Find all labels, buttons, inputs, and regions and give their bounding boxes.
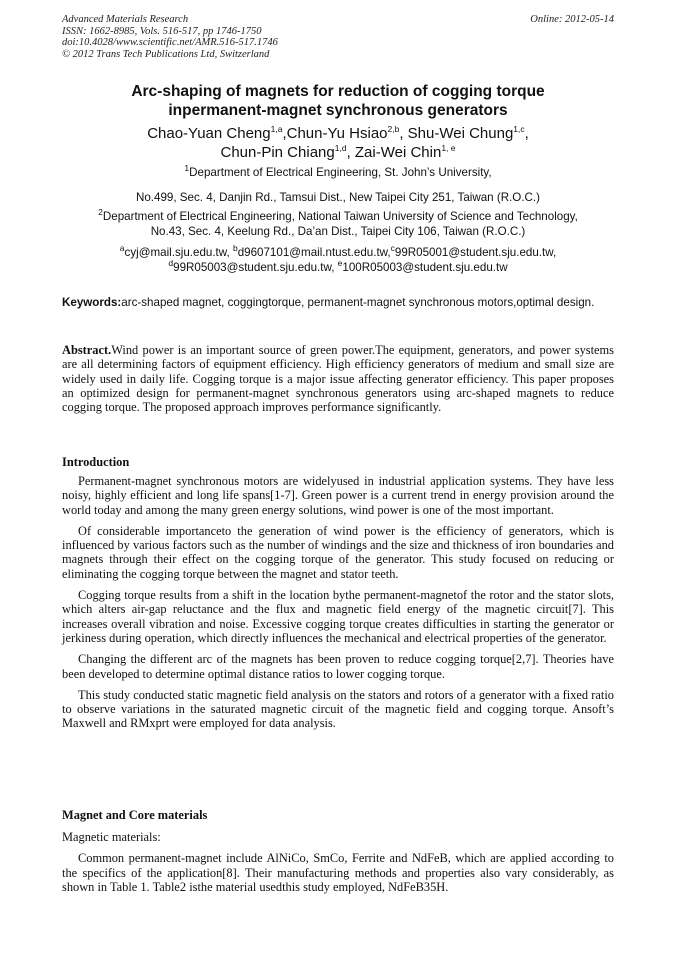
email-address: d9607101@mail.ntust.edu.tw, <box>237 246 391 259</box>
author-emails <box>62 243 614 275</box>
journal-name: Advanced Materials Research <box>62 14 189 25</box>
keywords <box>62 296 614 310</box>
subheading: Magnetic materials: <box>62 830 161 844</box>
email-address: 99R05001@student.sju.edu.tw, <box>394 246 557 259</box>
introduction-body <box>62 474 614 738</box>
email-sup: d <box>168 257 174 268</box>
magnet-core-body <box>62 830 614 901</box>
author-list <box>62 124 614 162</box>
author-line-1 <box>62 124 614 143</box>
author-name: , Zai-Wei Chin <box>346 144 442 161</box>
journal-header <box>62 14 614 60</box>
copyright-line: © 2012 Trans Tech Publications Ltd, Switzerland <box>62 48 270 60</box>
email-line-2 <box>62 257 614 276</box>
affiliation-1-line-1 <box>62 163 614 181</box>
author-sup: 1, e <box>441 143 456 153</box>
title-line-1: Arc-shaping of magnets for reduction of cogging torque <box>131 83 545 100</box>
paragraph: Cogging torque results from a shift in the location bythe permanent-magnetof the rotor and the stator slots, which alters air-gap reluctance and the flux and magnetic field energy of the magnetic circuit[7]. This increases overall vibration and noise. Excessive cogging torque creates difficulties in starting the generator or jerkiness during operation, which directly influences the mechanical and electrical properties of the generator. <box>62 588 614 645</box>
affiliation-1-line-2: No.499, Sec. 4, Danjin Rd., Tamsui Dist., New Taipei City 251, Taiwan (R.O.C.) <box>135 191 540 204</box>
email-address: 100R05003@student.sju.edu.tw <box>342 260 508 274</box>
section-heading-magnet-core: Magnet and Core materials <box>62 808 208 822</box>
paragraph: Common permanent-magnet include AlNiCo, SmCo, Ferrite and NdFeB, which are applied according to the specifics of the application[8]. Their manufacturing methods and properties also vary considerably, as shown in Table 1. Table2 isthe material usedthis study employed, NdFeB35H. <box>62 851 614 894</box>
paper-title <box>62 82 614 120</box>
affiliation-text: Department of Electrical Engineering, St. John’s University, <box>189 166 492 179</box>
author-sup: 1,a <box>270 124 283 134</box>
affiliation-2-line-2: No.43, Sec. 4, Keelung Rd., Da’an Dist., Taipei City 106, Taiwan (R.O.C.) <box>150 224 526 238</box>
affiliation-sup: 2 <box>98 207 103 218</box>
doi-line: doi:10.4028/www.scientific.net/AMR.516-517.1746 <box>62 37 278 48</box>
issn-line: ISSN: 1662-8985, Vols. 516-517, pp 1746-1750 <box>62 25 262 37</box>
author-name: , Shu-Wei Chung <box>399 125 514 142</box>
email-address: cyj@mail.sju.edu.tw, <box>124 246 233 259</box>
author-separator: , <box>524 125 529 142</box>
email-sup: b <box>232 243 238 254</box>
author-sup: 1,c <box>513 124 525 134</box>
keywords-label: Keywords: <box>62 296 122 309</box>
author-sup: 1,d <box>334 143 347 153</box>
keywords-text: arc-shaped magnet, coggingtorque, permanent-magnet synchronous motors,optimal design. <box>121 296 595 309</box>
author-sup: 2,b <box>387 124 400 134</box>
affiliation-2 <box>62 207 614 239</box>
abstract-label: Abstract. <box>62 343 112 357</box>
email-sup: e <box>337 257 343 268</box>
affiliation-2-line-1 <box>62 207 614 225</box>
abstract-text: Wind power is an important source of green power.The equipment, generators, and power systems are all determining factors of equipment efficiency. High efficiency generators of medium and small size are widely used in daily life. Cogging torque is a major issue affecting generator efficiency. This paper proposes an optimized design for permanent-magnet synchronous generators using arc-shaped magnets to reduce cogging torque. The proposed approach improves performance significantly. <box>62 343 614 415</box>
email-address: 99R05003@student.sju.edu.tw, <box>173 260 338 274</box>
author-name: Chao-Yuan Cheng <box>147 125 271 142</box>
email-sup: c <box>390 243 395 254</box>
author-name: Chun-Pin Chiang <box>220 144 335 161</box>
affiliation-text: Department of Electrical Engineering, National Taiwan University of Science and Technology, <box>102 210 578 223</box>
abstract <box>62 343 614 414</box>
email-sup: a <box>119 243 125 254</box>
section-heading-introduction: Introduction <box>62 455 130 469</box>
author-name: ,Chun-Yu Hsiao <box>282 125 388 142</box>
online-date: Online: 2012-05-14 <box>530 14 614 25</box>
paragraph: Permanent-magnet synchronous motors are widelyused in industrial application systems. They have less noisy, highly efficient and long life spans[1-7]. Green power is a current trend in energy provision around the world today and among the many green energy solutions, wind power is one of the most important. <box>62 474 614 517</box>
paragraph: This study conducted static magnetic field analysis on the stators and rotors of a generator with a fixed ratio to observe variations in the saturated magnetic circuit of the magnetic field and cogging torque. Ansoft’s Maxwell and RMxprt were employed for data analysis. <box>62 687 614 731</box>
paragraph: Of considerable importanceto the generation of wind power is the efficiency of generators, which is influenced by various factors such as the number of windings and the size and thickness of iron boundaries and magnets through their effect on the cogging torque of the generator. This study focused on reducing or eliminating the cogging torque between the magnet and stator teeth. <box>62 523 614 581</box>
paragraph: Changing the different arc of the magnets has been proven to reduce cogging torque[2,7]. Theories have been developed to determine optimal distance ratios to lower cogging torque. <box>62 652 614 681</box>
affiliation-sup: 1 <box>184 163 190 174</box>
author-line-2 <box>62 143 614 162</box>
title-line-2: inpermanent-magnet synchronous generators <box>168 102 508 119</box>
